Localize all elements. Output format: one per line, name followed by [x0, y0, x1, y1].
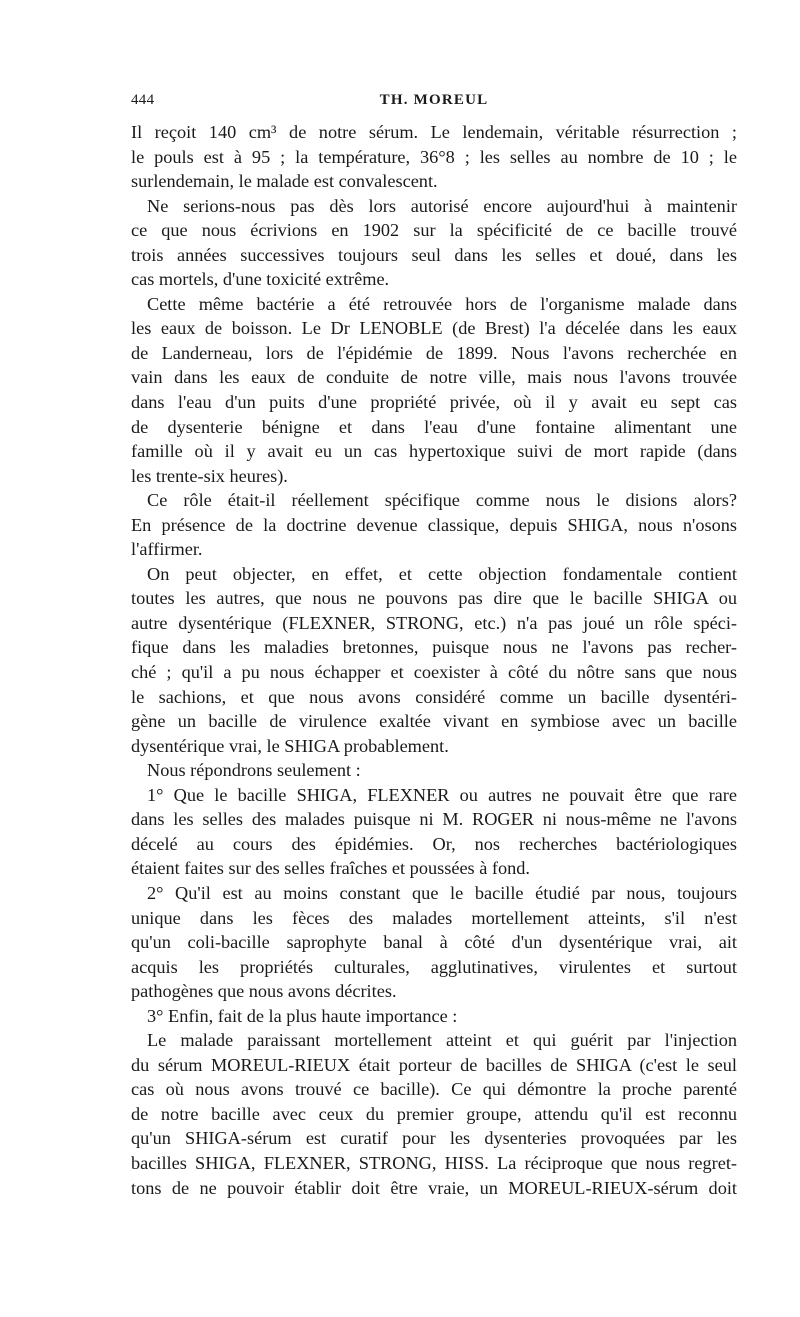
text-line: cas mortels, d'une toxicité extrême.	[131, 269, 390, 290]
text-line: 1° Que le bacille SHIGA, FLEXNER ou autres ne pouvait être que rare	[147, 784, 737, 805]
text-line: En présence de la doctrine devenue classique, depuis SHIGA, nous n'osons	[131, 514, 737, 535]
text-line: surlendemain, le malade est convalescent.	[131, 171, 438, 192]
text-line: autre dysentérique (FLEXNER, STRONG, etc.) n'a pas joué un rôle spéci-	[131, 612, 737, 633]
text-line: qu'un coli-bacille saprophyte banal à côté d'un dysentérique vrai, ait	[131, 932, 737, 953]
text-line: fique dans les maladies bretonnes, puisque nous ne l'avons pas recher-	[131, 637, 737, 658]
text-line: Ce rôle était-il réellement spécifique comme nous le disions alors?	[147, 490, 737, 511]
text-line: acquis les propriétés culturales, agglutinatives, virulentes et surtout	[131, 956, 737, 977]
text-line: de dysenterie bénigne et dans l'eau d'une fontaine alimentant une	[131, 416, 737, 437]
text-line: ché ; qu'il a pu nous échapper et coexister à côté du nôtre sans que nous	[131, 662, 737, 683]
text-line: unique dans les fèces des malades mortellement atteints, s'il n'est	[131, 907, 737, 928]
text-line: dans l'eau d'un puits d'une propriété privée, où il y avait eu sept cas	[131, 392, 737, 413]
text-line: 3° Enfin, fait de la plus haute importance :	[147, 1005, 458, 1026]
page-number: 444	[131, 92, 155, 108]
text-line: gène un bacille de virulence exaltée vivant en symbiose avec un bacille	[131, 711, 737, 732]
text-line: Il reçoit 140 cm³ de notre sérum. Le lendemain, véritable résurrection ;	[131, 122, 737, 142]
text-line: décelé au cours des épidémies. Or, nos recherches bactériologiques	[131, 833, 737, 854]
text-line: Cette même bactérie a été retrouvée hors de l'organisme malade dans	[147, 293, 737, 314]
text-line: le pouls est à 95 ; la température, 36°8 ; les selles au nombre de 10 ; le	[131, 146, 737, 167]
text-line: pathogènes que nous avons décrites.	[131, 981, 397, 1002]
text-line: l'affirmer.	[131, 539, 203, 560]
text-line: ce que nous écrivions en 1902 sur la spécificité de ce bacille trouvé	[131, 220, 737, 241]
running-head: TH. MOREUL	[379, 92, 489, 108]
body-text	[131, 120, 737, 1200]
text-line: les trente-six heures).	[131, 465, 288, 486]
text-line: dans les selles des malades puisque ni M. ROGER ni nous-même ne l'avons	[131, 809, 737, 830]
text-line: de notre bacille avec ceux du premier groupe, attendu qu'il est reconnu	[131, 1103, 737, 1124]
text-line: étaient faites sur des selles fraîches et poussées à fond.	[131, 858, 531, 879]
text-line: du sérum MOREUL-RIEUX était porteur de bacilles de SHIGA (c'est le seul	[131, 1054, 737, 1075]
text-line: trois années successives toujours seul dans les selles et doué, dans les	[131, 244, 737, 265]
text-line: Ne serions-nous pas dès lors autorisé encore aujourd'hui à maintenir	[147, 195, 737, 216]
text-line: les eaux de boisson. Le Dr LENOBLE (de Brest) l'a décelée dans les eaux	[131, 318, 737, 339]
text-line: On peut objecter, en effet, et cette objection fondamentale contient	[147, 563, 737, 584]
text-line: Le malade paraissant mortellement atteint et qui guérit par l'injection	[147, 1030, 737, 1051]
text-line: le sachions, et que nous avons considéré comme un bacille dysentéri-	[131, 686, 737, 707]
text-line: qu'un SHIGA-sérum est curatif pour les dysenteries provoquées par les	[131, 1128, 737, 1149]
text-line: famille où il y avait eu un cas hypertoxique suivi de mort rapide (dans	[131, 441, 737, 462]
text-line: bacilles SHIGA, FLEXNER, STRONG, HISS. La réciproque que nous regret-	[131, 1152, 737, 1173]
text-line: Nous répondrons seulement :	[147, 760, 361, 781]
page-header	[131, 92, 737, 116]
text-line: tons de ne pouvoir établir doit être vraie, un MOREUL-RIEUX-sérum doit	[131, 1177, 737, 1198]
text-line: dysentérique vrai, le SHIGA probablement.	[131, 735, 449, 756]
text-line: vain dans les eaux de conduite de notre ville, mais nous l'avons trouvée	[131, 367, 737, 388]
text-line: toutes les autres, que nous ne pouvons pas dire que le bacille SHIGA ou	[131, 588, 737, 609]
text-line: de Landerneau, lors de l'épidémie de 1899. Nous l'avons recherchée en	[131, 342, 737, 363]
text-line: 2° Qu'il est au moins constant que le bacille étudié par nous, toujours	[147, 882, 737, 903]
text-line: cas où nous avons trouvé ce bacille). Ce qui démontre la proche parenté	[131, 1079, 737, 1100]
